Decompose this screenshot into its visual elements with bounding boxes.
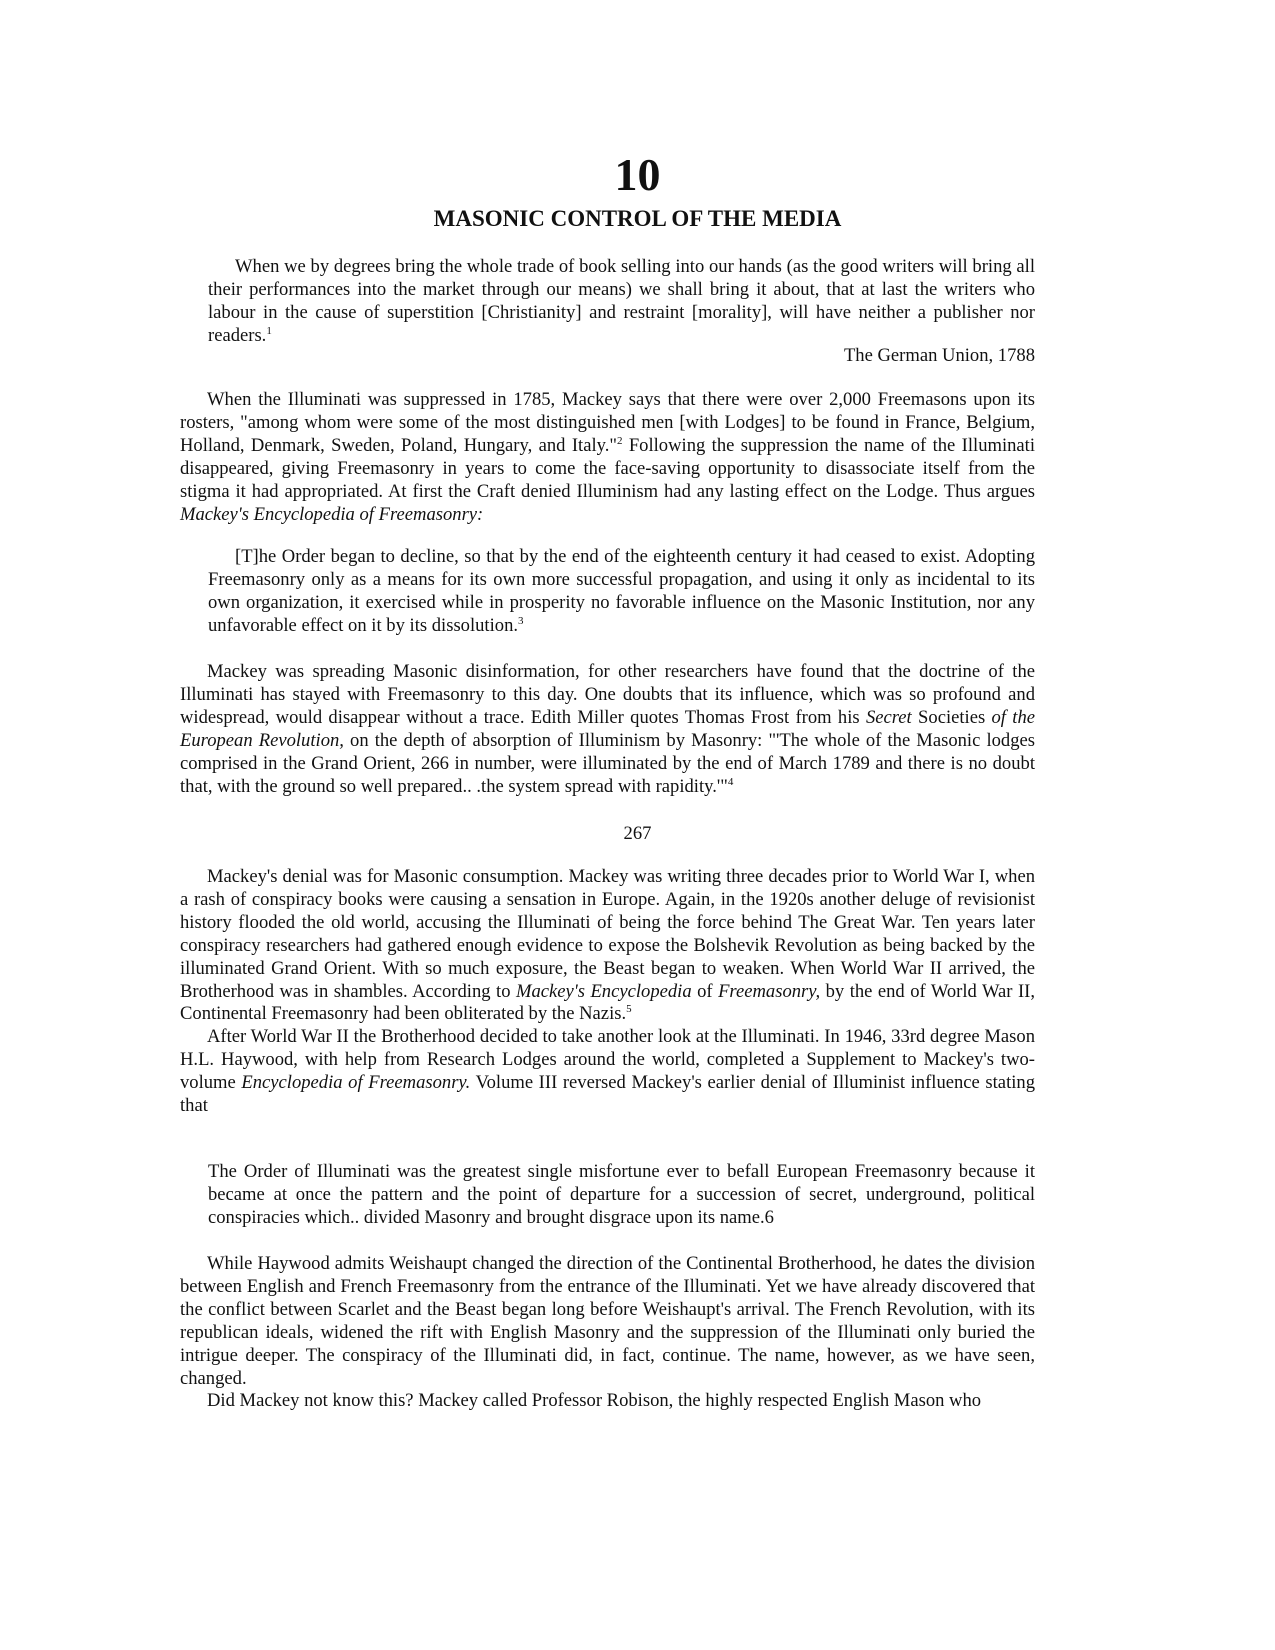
paragraph-1-italic: Mackey's Encyclopedia of Freemasonry:: [180, 503, 484, 525]
block-quote-1: [208, 546, 1035, 638]
paragraph-1-text-b: Following the suppression the name of the Illuminati disappeared, giving Freemasonry in years to come the face-saving opportunity to disassociate itself from the stigma it had appropriated. At first the Craft denied Illuminism had any lasting effect on the Lodge. Thus argues: [180, 434, 1035, 502]
paragraph-1-text-a: When the Illuminati was suppressed in 1785, Mackey says that there were over 2,000 Freemasons upon its rosters, "among whom were some of the most distinguished men [with Lodges] to be found in France, Belgium, Holland, Denmark, Sweden, Poland, Hungary, and Italy.": [180, 389, 1035, 456]
paragraphs-3-4: [180, 866, 1035, 1118]
paragraph-5: While Haywood admits Weishaupt changed the direction of the Continental Brotherhood, he dates the division between English and French Freemasonry from the entrance of the Illuminati. Yet we have already discovered that the conflict between Scarlet and the Beast began long before Weishaupt's arrival. The French Revolution, with its republican ideals, widened the rift with English Masonry and the suppression of the Illuminati only buried the intrigue deeper. The conspiracy of the Illuminati did, in fact, continue. The name, however, as we have seen, changed.: [180, 1253, 1035, 1389]
chapter-number: 10: [614, 149, 661, 200]
epigraph-text: When we by degrees bring the whole trade of book selling into our hands (as the good writers will bring all their performances into the market through our means) we shall bring it about, that at last the writers who labour in the cause of superstition [Christianity] and restraint [morality], will have neither a publisher nor readers.: [208, 256, 1035, 346]
paragraph-3-text-c: by the end of World War II, Continental Freemasonry had been obliterated by the Nazis.: [180, 980, 1035, 1025]
paragraph-4-text-b: Volume III reversed Mackey's earlier denial of Illuminist influence stating that: [180, 1072, 1035, 1117]
page-number: 267: [623, 823, 652, 844]
paragraph-3: [180, 866, 1035, 1026]
paragraphs-5-6: [180, 1253, 1035, 1413]
paragraph-2-text-c: on the depth of absorption of Illuminism by Masonry: "'The whole of the Masonic lodges comprised in the Grand Orient, 266 in number, were illuminated by the end of March 1789 and there is no doubt that, with the ground so well prepared.. .the system spread with rapidity.'": [180, 729, 1035, 797]
footnote-ref-3: 3: [518, 614, 524, 627]
footnote-ref-1: 1: [266, 324, 272, 337]
epigraph: [208, 256, 1035, 348]
paragraph-4-text-a: After World War II the Brotherhood decided to take another look at the Illuminati. In 1946, 33rd degree Mason H.L. Haywood, with help from Research Lodges around the world, completed a Supplement to Mackey's two-volume: [180, 1026, 1035, 1094]
paragraph-3-text-b: of: [691, 980, 719, 1002]
paragraph-2-italic-1: Secret: [865, 706, 912, 728]
paragraph-4: [180, 1026, 1035, 1118]
block-quote-2: [208, 1161, 1035, 1230]
footnote-ref-4: 4: [727, 775, 734, 788]
chapter-title: MASONIC CONTROL OF THE MEDIA: [433, 206, 842, 231]
paragraph-3-italic-2: Freemasonry,: [718, 980, 821, 1002]
paragraph-1: [180, 389, 1035, 526]
block-quote-2-text: The Order of Illuminati was the greatest single misfortune ever to befall European Freemasonry because it became at once the pattern and the point of departure for a succession of secret, underground, political conspiracies which.. divided Masonry and brought disgrace upon its name.6: [208, 1161, 1035, 1228]
block-quote-1-text: [T]he Order began to decline, so that by the end of the eighteenth century it had ceased to exist. Adopting Freemasonry only as a means for its own more successful propagation, and using it only as incidental to its own organization, it exercised while in prosperity no favorable influence on the Masonic Institution, nor any unfavorable effect on it by its dissolution.: [208, 546, 1035, 636]
paragraph-2-italic-2: of the European Revolution,: [180, 706, 1035, 751]
paragraph-3-text-a: Mackey's denial was for Masonic consumption. Mackey was writing three decades prior to World War I, when a rash of conspiracy books were causing a sensation in Europe. Again, in the 1920s another deluge of revisionist history flooded the old world, accusing the Illuminati of being the force behind The Great War. Ten years later conspiracy researchers had gathered enough evidence to expose the Bolshevik Revolution as being backed by the illuminated Grand Orient. With so much exposure, the Beast began to weaken. When World War II arrived, the Brotherhood was in shambles. According to: [180, 866, 1035, 1002]
paragraph-4-italic: Encyclopedia of Freemasonry.: [241, 1072, 471, 1094]
paragraph-2: [180, 661, 1035, 798]
footnote-ref-5: 5: [626, 1003, 632, 1016]
epigraph-attribution: The German Union, 1788: [843, 345, 1035, 366]
paragraph-6: Did Mackey not know this? Mackey called Professor Robison, the highly respected English Mason who: [207, 1390, 982, 1412]
paragraph-3-italic-1: Mackey's Encyclopedia: [515, 980, 692, 1002]
paragraph-2-text-a: Mackey was spreading Masonic disinformation, for other researchers have found that the doctrine of the Illuminati has stayed with Freemasonry to this day. One doubts that its influence, which was so profound and widespread, would disappear without a trace. Edith Miller quotes Thomas Frost from his: [180, 661, 1035, 728]
footnote-ref-2: 2: [616, 434, 623, 447]
paragraph-2-text-b: Societies: [911, 706, 992, 728]
